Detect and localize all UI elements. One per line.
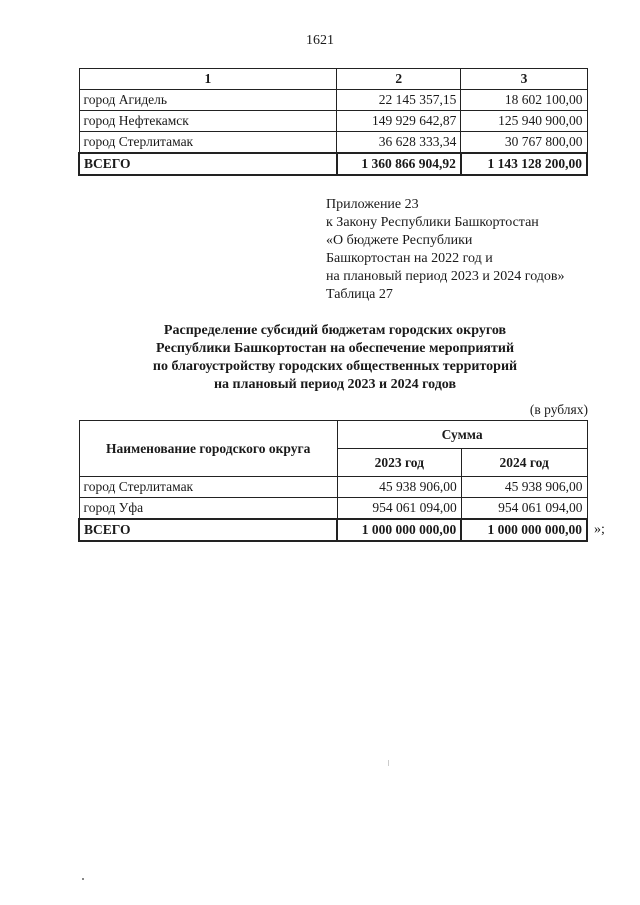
amount-cell: 125 940 900,00 [461, 111, 587, 132]
total-label: ВСЕГО [79, 519, 337, 541]
scan-speck [82, 878, 84, 880]
amount-cell: 36 628 333,34 [337, 132, 461, 154]
city-name: город Нефтекамск [79, 111, 337, 132]
scan-speck [388, 760, 389, 766]
header-year-2024: 2024 год [461, 449, 587, 477]
column-number-1: 1 [79, 69, 337, 90]
table-header-row [79, 421, 587, 449]
title-line: на плановый период 2023 и 2024 годов [213, 377, 457, 392]
column-number-3: 3 [461, 69, 587, 90]
table-header-row [79, 69, 587, 90]
table-row [79, 90, 587, 111]
title-line: Распределение субсидий бюджетам городских округов [163, 323, 507, 338]
header-district-name: Наименование городского округа [79, 421, 337, 477]
total-label: ВСЕГО [79, 153, 337, 175]
amount-cell: 954 061 094,00 [461, 498, 587, 520]
amount-cell: 45 938 906,00 [337, 477, 461, 498]
city-name: город Стерлитамак [79, 132, 337, 154]
document-title [80, 322, 590, 394]
city-name: город Уфа [79, 498, 337, 520]
amount-cell: 45 938 906,00 [461, 477, 587, 498]
appendix-line: «О бюджете Республики [326, 233, 473, 248]
table-row [79, 498, 587, 520]
appendix-line: Башкортостан на 2022 год и [326, 251, 493, 266]
table-27 [78, 420, 588, 542]
total-amount: 1 000 000 000,00 [461, 519, 587, 541]
amount-cell: 149 929 642,87 [337, 111, 461, 132]
city-name: город Агидель [79, 90, 337, 111]
title-line: Республики Башкортостан на обеспечение мероприятий [155, 341, 515, 356]
total-amount: 1 360 866 904,92 [337, 153, 461, 175]
table-row [79, 477, 587, 498]
total-amount: 1 143 128 200,00 [461, 153, 587, 175]
total-row [79, 519, 587, 541]
units-note: (в рублях) [529, 402, 588, 417]
header-year-2023: 2023 год [337, 449, 461, 477]
appendix-line: на плановый период 2023 и 2024 годов» [326, 269, 565, 284]
amount-cell: 954 061 094,00 [337, 498, 461, 520]
header-sum: Сумма [337, 421, 587, 449]
table-label: Таблица 27 [326, 287, 393, 302]
table-row [79, 111, 587, 132]
table-row [79, 132, 587, 154]
closing-quote: »; [594, 522, 605, 537]
column-number-2: 2 [337, 69, 461, 90]
title-line: по благоустройству городских общественных территорий [152, 359, 518, 374]
amount-cell: 22 145 357,15 [337, 90, 461, 111]
total-row [79, 153, 587, 175]
table-continued [78, 68, 588, 176]
appendix-line: к Закону Республики Башкортостан [326, 215, 539, 230]
page-number: 1621 [306, 33, 334, 48]
amount-cell: 30 767 800,00 [461, 132, 587, 154]
appendix-line: Приложение 23 [326, 197, 419, 212]
city-name: город Стерлитамак [79, 477, 337, 498]
appendix-block [326, 196, 565, 304]
total-amount: 1 000 000 000,00 [337, 519, 461, 541]
amount-cell: 18 602 100,00 [461, 90, 587, 111]
